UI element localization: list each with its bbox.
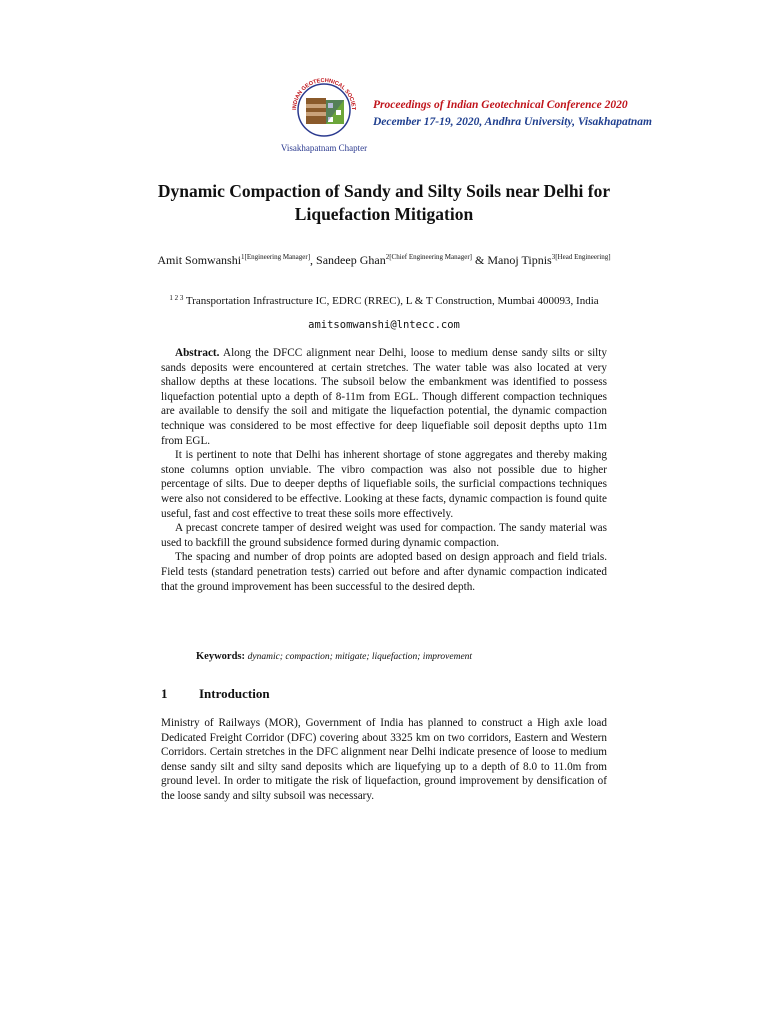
author-name: Manoj Tipnis (487, 253, 552, 267)
paper-title: Dynamic Compaction of Sandy and Silty Soils near Delhi for Liquefaction Mitigation (157, 181, 611, 224)
author-separator: , (310, 253, 317, 267)
body-paragraph: Ministry of Railways (MOR), Government of India has planned to construct a High axle load Dedicated Freight Corridor (DFC) covering about 3325 km on two corridors, Eastern and Western Corridors. Certain stretches in the DFC alignment near Delhi indicate presence of loose to medium dense sandy silt and silty sand deposits which are liquefying up to a depth of 8.0 to 11.0m from ground level. In order to mitigate the risk of liquefaction, ground improvement by densification of the loose sandy and silty subsoil was necessary. (161, 717, 607, 802)
affiliation-mark: 1 2 3 (169, 294, 184, 302)
affiliation (150, 292, 618, 308)
abstract-text: Along the DFCC alignment near Delhi, loose to medium dense sandy silts or silty sands deposits were encountered at certain stretches. The water table was also located at very shallow depths at these locations. The subsoil below the embankment was identified to possess liquefaction potential upto a depth of 8-11m from EGL. Though different compaction techniques are available to densify the soil and mitigate the liquefaction potential, the dynamic compaction technique was considered to be most effective for deep liquefiable soil deposit depths upto 11m from EGL. (161, 347, 607, 447)
abstract-label: Abstract. (175, 347, 220, 359)
abstract (161, 346, 607, 594)
abstract-paragraph: It is pertinent to note that Delhi has inherent shortage of stone aggregates and thereby making stone columns option unviable. The vibro compaction was also not possible due to higher percentage of silts. Due to deeper depths of liquefiable soils, the surficial compactions techniques were also not considered to be effective. Looking at these facts, dynamic compaction is found quite useful, fast and cost effective to treat these soils more effectively. (161, 449, 607, 520)
author-affiliation-mark: 1[Engineering Manager] (241, 253, 311, 261)
abstract-paragraph (161, 346, 607, 448)
page-header (0, 0, 768, 160)
author-affiliation-mark: 3[Head Engineering] (551, 253, 611, 261)
abstract-paragraph: The spacing and number of drop points are adopted based on design approach and field trials. Field tests (standard penetration tests) carried out before and after dynamic compaction indicated that the ground improvement has been successful to the desired depth. (161, 551, 607, 593)
keywords-label: Keywords: (196, 651, 245, 662)
section-heading (161, 686, 607, 702)
society-logo (286, 70, 362, 138)
conference-title: Proceedings of Indian Geotechnical Conference 2020 (373, 99, 628, 111)
logo-ring-text: INDIAN GEOTECHNICAL SOCIET (291, 77, 357, 111)
affiliation-text: Transportation Infrastructure IC, EDRC (RREC), L & T Construction, Mumbai 400093, India (183, 295, 599, 307)
introduction-body (161, 716, 607, 804)
section-number: 1 (161, 686, 168, 701)
logo-caption: Visakhapatnam Chapter (280, 143, 368, 153)
conference-dates: December 17-19, 2020, Andhra University, Visakhapatnam (373, 116, 652, 128)
author-list (150, 250, 618, 267)
author-name: Amit Somwanshi (157, 253, 242, 267)
section-title: Introduction (199, 686, 270, 701)
keywords (196, 651, 616, 662)
author-name: Sandeep Ghan (316, 253, 386, 267)
author-affiliation-mark: 2[Chief Engineering Manager] (385, 253, 473, 261)
abstract-paragraph: A precast concrete tamper of desired weight was used for compaction. The sandy material was used to backfill the ground subsidence formed during dynamic compaction. (161, 522, 607, 549)
conference-info (373, 97, 673, 131)
author-email[interactable]: amitsomwanshi@lntecc.com (308, 319, 460, 331)
author-separator: & (472, 253, 488, 267)
keywords-text: dynamic; compaction; mitigate; liquefaction; improvement (247, 652, 473, 662)
